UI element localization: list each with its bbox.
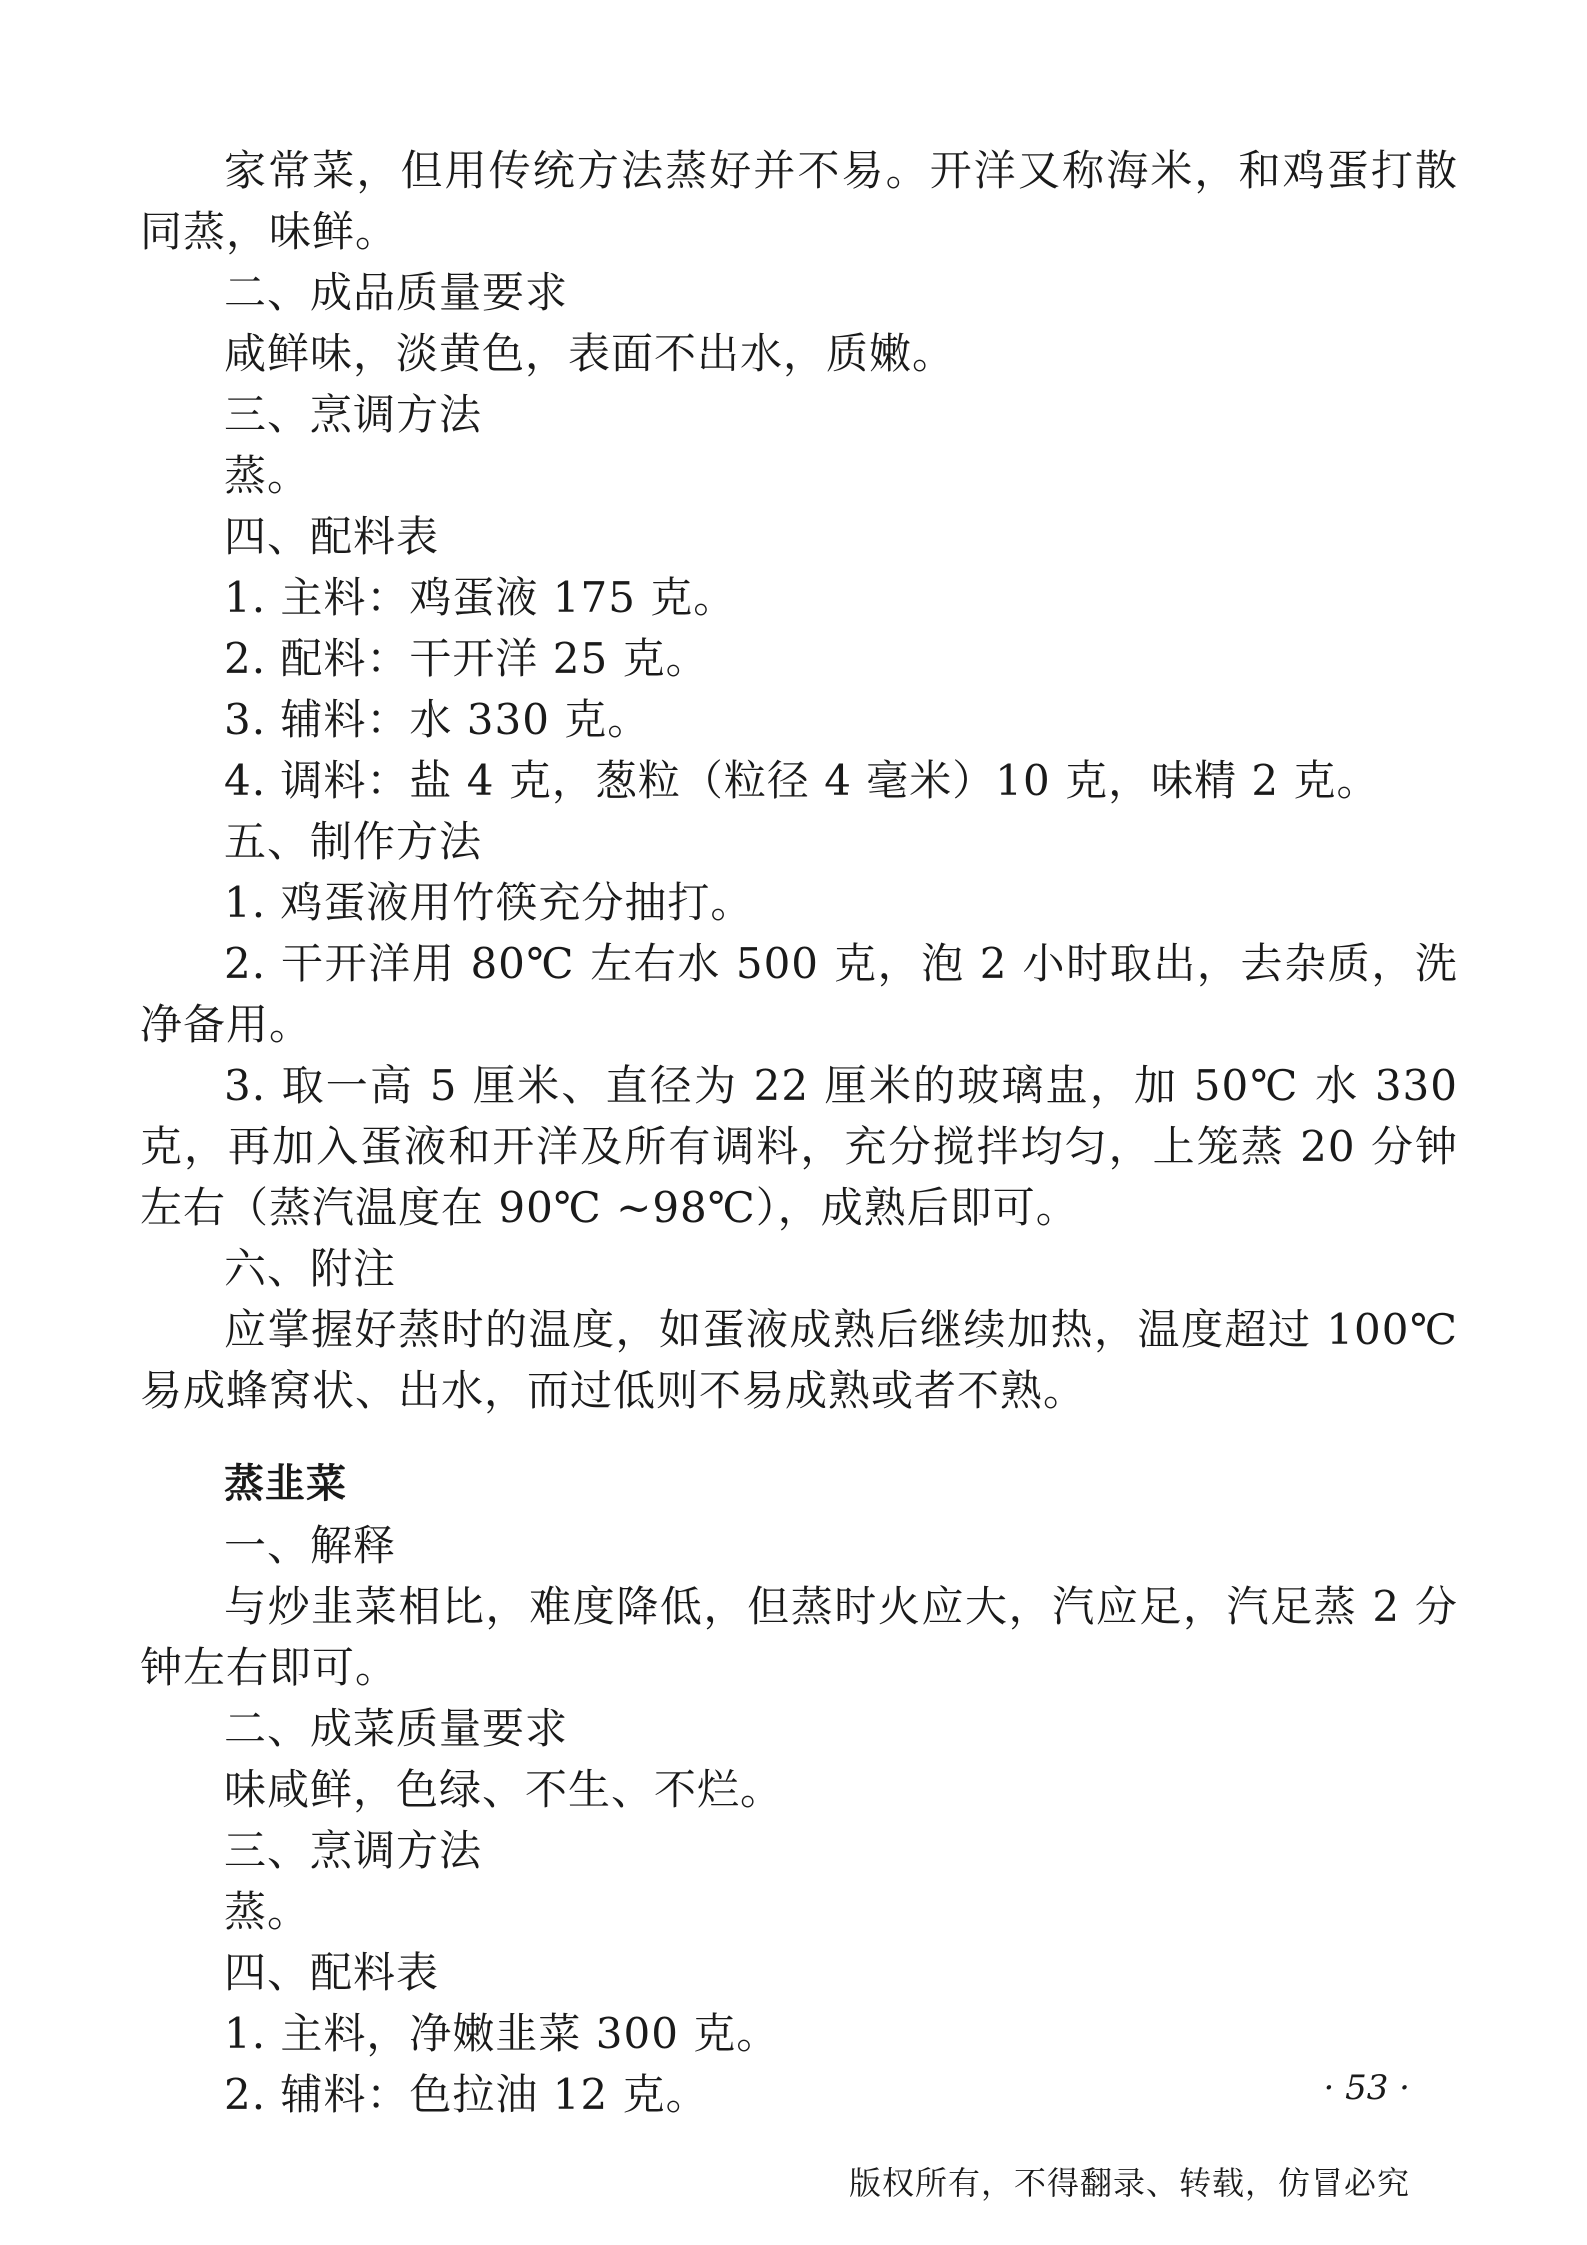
ingredient-item: 2. 配料：干开洋 25 克。 [224,634,709,683]
ingredient-item: 2. 辅料：色拉油 12 克。 [224,2070,709,2119]
method-text: 蒸。 [224,1887,311,1936]
heading-method: 三、烹调方法 [224,1826,483,1875]
step-item: 1. 鸡蛋液用竹筷充分抽打。 [224,878,754,927]
heading-steps: 五、制作方法 [224,817,483,866]
page-number: · 53 · [1323,2068,1410,2108]
intro-continuation: 家常菜，但用传统方法蒸好并不易。开洋又称海米，和鸡蛋打散同蒸，味鲜。 [140,146,1458,256]
ingredient-item: 1. 主料，净嫩韭菜 300 克。 [224,2009,780,2058]
heading-ingredients: 四、配料表 [224,1948,440,1997]
quality-text: 咸鲜味，淡黄色，表面不出水，质嫩。 [224,329,956,378]
heading-notes: 六、附注 [224,1244,397,1293]
explain-text: 与炒韭菜相比，难度降低，但蒸时火应大，汽应足，汽足蒸 2 分钟左右即可。 [140,1582,1458,1692]
page-content [140,140,1458,2125]
quality-text: 味咸鲜，色绿、不生、不烂。 [224,1765,784,1814]
copyright-footer: 版权所有，不得翻录、转载，仿冒必究 [848,2164,1410,2202]
method-text: 蒸。 [224,451,311,500]
heading-quality: 二、成品质量要求 [224,268,569,317]
heading-explain: 一、解释 [224,1521,397,1570]
step-item: 3. 取一高 5 厘米、直径为 22 厘米的玻璃盅，加 50℃ 水 330 克，再加入蛋液和开洋及所有调料，充分搅拌均匀，上笼蒸 20 分钟左右（蒸汽温度在 90℃ ~98℃），成熟后即可。 [140,1061,1458,1232]
heading-quality: 二、成菜质量要求 [224,1704,569,1753]
note-text: 应掌握好蒸时的温度，如蛋液成熟后继续加热，温度超过 100℃ 易成蜂窝状、出水，而过低则不易成熟或者不熟。 [140,1305,1458,1415]
heading-method: 三、烹调方法 [224,390,483,439]
recipe-title: 蒸韭菜 [224,1461,347,1507]
ingredient-item: 3. 辅料：水 330 克。 [224,695,651,744]
ingredient-item: 4. 调料：盐 4 克，葱粒（粒径 4 毫米）10 克，味精 2 克。 [224,756,1380,805]
heading-ingredients: 四、配料表 [224,512,440,561]
step-item: 2. 干开洋用 80℃ 左右水 500 克，泡 2 小时取出，去杂质，洗净备用。 [140,939,1458,1049]
ingredient-item: 1. 主料：鸡蛋液 175 克。 [224,573,737,622]
